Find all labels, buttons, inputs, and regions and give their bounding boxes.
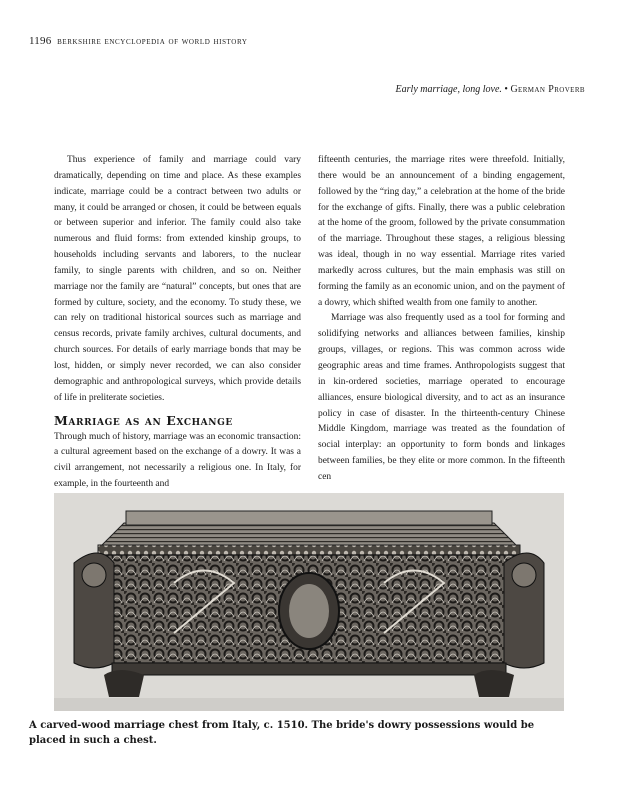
marriage-chest-illustration xyxy=(54,493,564,711)
continued-paragraph: fifteenth centuries, the marriage rites were threefold. Initially, there would be an announcement of a binding engagement, followed by the “ring day,” a celebration at the home of the bride for the exchange of gifts. Finally, there was a public celebration at the home of the groom, followed by the private consummation of the marriage. Throughout these stages, a religious blessing was ideal, though in no way essential. Marriage rites varied markedly across cultures, but the main emphasis was still on forming the family as an economic union, and on the payment of a dowry, which shifted wealth from one family to another. xyxy=(318,155,565,308)
second-paragraph: Marriage was also frequently used as a tool for forming and solidifying networks and alliances between families, kinship groups, villages, or regions. This was common across wide geographic areas and time frames. Anthropologists suggest that in kin-ordered societies, marriage operated to encourage alliances, ensure biological diversity, and to act as an insurance policy in case of disaster. In the thirteenth-century Chinese Middle Kingdom, marriage was treated as the foundation of social interplay: an opportunity to form bonds and linkages between families, be they elite or more common. In the fifteenth cen xyxy=(318,313,565,482)
running-head xyxy=(29,35,248,47)
epigraph-quote: Early marriage, long love. xyxy=(395,84,502,95)
marriage-chest-image xyxy=(54,493,564,711)
figure-caption: A carved-wood marriage chest from Italy, c. 1510. The bride's dowry possessions would be placed in such a chest. xyxy=(29,720,535,746)
section-heading: Marriage as an Exchange xyxy=(54,412,233,428)
section-paragraph: Through much of history, marriage was an economic transaction: a cultural agreement based on the exchange of a dowry. It was a civil arrangement, not necessarily a religious one. In Italy, for example, in the fourteenth and xyxy=(54,431,301,490)
page-number: 1196 xyxy=(29,35,52,47)
epigraph xyxy=(396,84,585,95)
intro-paragraph: Thus experience of family and marriage could vary dramatically, depending on time and place. As these examples indicate, marriage could be a contract between two adults or many, it could be arranged or chosen, it could be between equals or between superior and inferior. The family could also take numerous and fluid forms: from extended kinship groups, to households including servants and laborers, to the nuclear family, to single parents with children, and so on. Neither marriage nor the family are “natural” concepts, but ones that are formed by culture, society, and the economy. To study these, we can rely on traditional historical sources such as marriage and census records, private family archives, cultural documents, and church sources. For details of early marriage bonds that may be lost, hidden, or simply never recorded, we can also consider demographic and anthropological surveys, which provide details of life in preliterate societies. xyxy=(54,155,301,403)
epigraph-attribution: German Proverb xyxy=(510,84,585,95)
left-column xyxy=(54,153,301,493)
right-column xyxy=(318,153,565,486)
epigraph-separator: • xyxy=(504,84,508,95)
book-title: berkshire encyclopedia of world history xyxy=(57,36,248,47)
